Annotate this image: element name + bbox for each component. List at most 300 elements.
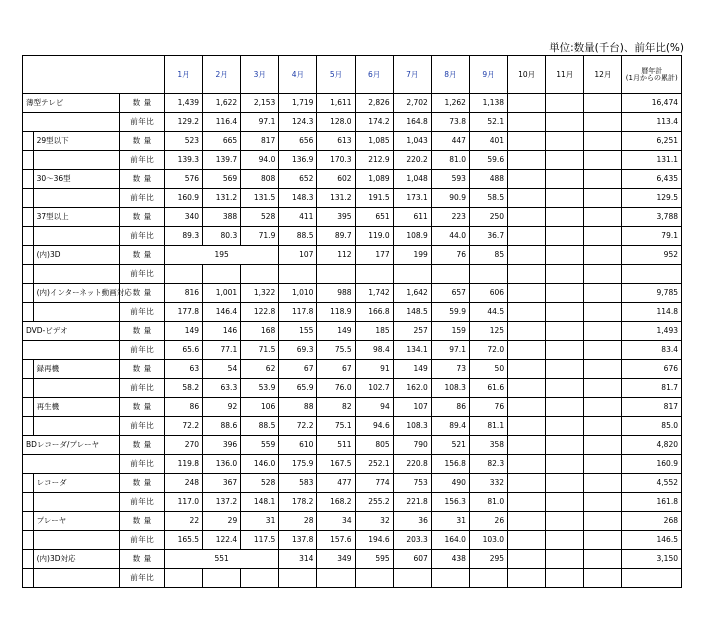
metric-quantity: 数 量 [120, 322, 165, 341]
subcategory-label-cont [33, 265, 120, 284]
indent-cell [23, 132, 34, 151]
value-cell: 753 [393, 474, 431, 493]
value-cell: 167.5 [317, 455, 355, 474]
value-cell [584, 455, 622, 474]
value-cell [546, 94, 584, 113]
value-cell: 134.1 [393, 341, 431, 360]
indent-cell [23, 303, 34, 322]
value-cell: 73 [431, 360, 469, 379]
value-cell: 119.8 [164, 455, 202, 474]
value-cell [546, 341, 584, 360]
metric-yoy: 前年比 [120, 227, 165, 246]
category-label: DVD-ビデオ [23, 322, 120, 341]
value-cell [546, 170, 584, 189]
value-cell [584, 227, 622, 246]
subcategory-label: 29型以下 [33, 132, 120, 151]
subcategory-label-cont [33, 151, 120, 170]
value-cell [203, 265, 241, 284]
value-cell: 116.4 [203, 113, 241, 132]
value-cell: 1,089 [355, 170, 393, 189]
table-row [23, 284, 682, 303]
metric-yoy: 前年比 [120, 265, 165, 284]
value-cell: 805 [355, 436, 393, 455]
metric-yoy: 前年比 [120, 455, 165, 474]
indent-cell [23, 360, 34, 379]
value-cell: 86 [164, 398, 202, 417]
value-cell: 71.5 [241, 341, 279, 360]
value-cell: 583 [279, 474, 317, 493]
value-cell [584, 132, 622, 151]
value-cell [546, 436, 584, 455]
value-cell: 569 [203, 170, 241, 189]
value-cell: 559 [241, 436, 279, 455]
table-row [23, 151, 682, 170]
value-cell [546, 493, 584, 512]
value-cell: 185 [355, 322, 393, 341]
value-cell [584, 208, 622, 227]
cumulative-cell: 129.5 [622, 189, 682, 208]
cumulative-cell: 817 [622, 398, 682, 417]
value-cell: 388 [203, 208, 241, 227]
value-cell: 73.8 [431, 113, 469, 132]
value-cell [508, 170, 546, 189]
value-cell: 221.8 [393, 493, 431, 512]
cumulative-header-title: 暦年計 [641, 66, 663, 75]
table-row [23, 436, 682, 455]
value-cell: 31 [431, 512, 469, 531]
value-cell [431, 569, 469, 588]
cumulative-cell: 1,493 [622, 322, 682, 341]
cumulative-cell: 6,435 [622, 170, 682, 189]
value-cell [508, 151, 546, 170]
value-cell: 22 [164, 512, 202, 531]
value-cell: 1,010 [279, 284, 317, 303]
value-cell: 98.4 [355, 341, 393, 360]
indent-cell [23, 170, 34, 189]
value-cell [508, 569, 546, 588]
value-cell [584, 246, 622, 265]
value-cell: 1,085 [355, 132, 393, 151]
value-cell [546, 531, 584, 550]
metric-yoy: 前年比 [120, 151, 165, 170]
value-cell: 97.1 [431, 341, 469, 360]
value-cell: 166.8 [355, 303, 393, 322]
cumulative-cell: 160.9 [622, 455, 682, 474]
value-cell: 67 [279, 360, 317, 379]
value-cell [279, 569, 317, 588]
value-cell [546, 474, 584, 493]
metric-yoy: 前年比 [120, 189, 165, 208]
value-cell: 76 [469, 398, 507, 417]
value-cell [508, 360, 546, 379]
metric-quantity: 数 量 [120, 94, 165, 113]
value-cell: 128.0 [317, 113, 355, 132]
value-cell [546, 227, 584, 246]
month-header: 7月 [393, 56, 431, 94]
value-cell: 595 [355, 550, 393, 569]
value-cell: 401 [469, 132, 507, 151]
subcategory-label-cont [33, 531, 120, 550]
subcategory-label-cont [33, 189, 120, 208]
value-cell [508, 322, 546, 341]
value-cell: 36.7 [469, 227, 507, 246]
month-header: 11月 [546, 56, 584, 94]
table-row [23, 474, 682, 493]
value-cell [546, 512, 584, 531]
value-cell: 71.9 [241, 227, 279, 246]
table-row [23, 170, 682, 189]
value-cell: 602 [317, 170, 355, 189]
value-cell: 490 [431, 474, 469, 493]
subcategory-label: 37型以上 [33, 208, 120, 227]
value-cell: 146.4 [203, 303, 241, 322]
month-header: 3月 [241, 56, 279, 94]
value-cell: 175.9 [279, 455, 317, 474]
value-cell [508, 189, 546, 208]
cumulative-cell: 131.1 [622, 151, 682, 170]
value-cell: 149 [393, 360, 431, 379]
value-cell [546, 379, 584, 398]
value-cell: 137.2 [203, 493, 241, 512]
value-cell: 62 [241, 360, 279, 379]
indent-cell [23, 569, 34, 588]
cumulative-cell: 3,788 [622, 208, 682, 227]
value-cell: 438 [431, 550, 469, 569]
value-cell: 29 [203, 512, 241, 531]
category-label-cont [23, 341, 120, 360]
value-cell [508, 208, 546, 227]
value-cell: 168.2 [317, 493, 355, 512]
value-cell: 808 [241, 170, 279, 189]
value-cell: 107 [279, 246, 317, 265]
subcategory-label: (内)3D [33, 246, 120, 265]
value-cell [317, 265, 355, 284]
value-cell: 2,826 [355, 94, 393, 113]
value-cell: 611 [393, 208, 431, 227]
value-cell [546, 189, 584, 208]
value-cell: 1,622 [203, 94, 241, 113]
value-cell: 156.8 [431, 455, 469, 474]
value-cell [584, 493, 622, 512]
value-cell [164, 265, 202, 284]
value-cell [241, 569, 279, 588]
cumulative-cell: 4,820 [622, 436, 682, 455]
value-cell: 94.6 [355, 417, 393, 436]
value-cell: 50 [469, 360, 507, 379]
table-row [23, 208, 682, 227]
value-cell [584, 189, 622, 208]
table-row [23, 379, 682, 398]
value-cell: 58.2 [164, 379, 202, 398]
value-cell: 576 [164, 170, 202, 189]
indent-cell [23, 284, 34, 303]
value-cell: 1,719 [279, 94, 317, 113]
indent-cell [23, 550, 34, 569]
value-cell: 89.7 [317, 227, 355, 246]
value-cell [508, 265, 546, 284]
value-cell [584, 265, 622, 284]
value-cell: 92 [203, 398, 241, 417]
value-cell: 139.7 [203, 151, 241, 170]
cumulative-cell: 952 [622, 246, 682, 265]
value-cell: 76 [431, 246, 469, 265]
value-cell: 1,439 [164, 94, 202, 113]
metric-yoy: 前年比 [120, 417, 165, 436]
value-cell [584, 512, 622, 531]
shipment-report-table [22, 55, 682, 588]
value-cell: 88.6 [203, 417, 241, 436]
subcategory-label: (内)3D対応 [33, 550, 120, 569]
cumulative-cell: 81.7 [622, 379, 682, 398]
metric-quantity: 数 量 [120, 550, 165, 569]
value-cell [508, 246, 546, 265]
value-cell: 136.0 [203, 455, 241, 474]
value-cell: 521 [431, 436, 469, 455]
category-label: 薄型テレビ [23, 94, 120, 113]
metric-quantity: 数 量 [120, 246, 165, 265]
metric-yoy: 前年比 [120, 531, 165, 550]
value-cell: 156.3 [431, 493, 469, 512]
subcategory-label-cont [33, 493, 120, 512]
value-cell: 248 [164, 474, 202, 493]
value-cell: 250 [469, 208, 507, 227]
value-cell: 106 [241, 398, 279, 417]
value-cell [508, 493, 546, 512]
value-cell: 122.8 [241, 303, 279, 322]
value-cell: 170.3 [317, 151, 355, 170]
value-cell: 252.1 [355, 455, 393, 474]
value-cell: 125 [469, 322, 507, 341]
indent-cell [23, 474, 34, 493]
value-cell [584, 113, 622, 132]
value-cell [317, 569, 355, 588]
subcategory-label-cont [33, 569, 120, 588]
value-cell: 72.2 [279, 417, 317, 436]
table-row [23, 550, 682, 569]
value-cell: 67 [317, 360, 355, 379]
value-cell: 122.4 [203, 531, 241, 550]
table-row [23, 227, 682, 246]
value-cell [546, 132, 584, 151]
value-cell [584, 303, 622, 322]
value-cell: 177.8 [164, 303, 202, 322]
value-cell [584, 436, 622, 455]
value-cell [355, 265, 393, 284]
table-row [23, 398, 682, 417]
value-cell [508, 550, 546, 569]
indent-cell [23, 493, 34, 512]
subcategory-label-cont [33, 303, 120, 322]
value-cell: 137.8 [279, 531, 317, 550]
cumulative-cell: 676 [622, 360, 682, 379]
value-cell: 146.0 [241, 455, 279, 474]
value-cell: 86 [431, 398, 469, 417]
metric-quantity: 数 量 [120, 512, 165, 531]
indent-cell [23, 227, 34, 246]
value-cell: 194.6 [355, 531, 393, 550]
value-cell [164, 569, 202, 588]
value-cell: 164.8 [393, 113, 431, 132]
value-cell: 85 [469, 246, 507, 265]
value-cell: 59.6 [469, 151, 507, 170]
value-cell [584, 569, 622, 588]
unit-note: 単位:数量(千台)、前年比(%) [549, 42, 684, 54]
value-cell: 59.9 [431, 303, 469, 322]
value-cell: 112 [317, 246, 355, 265]
table-row [23, 455, 682, 474]
cumulative-cell: 146.5 [622, 531, 682, 550]
indent-cell [23, 189, 34, 208]
cumulative-cell: 83.4 [622, 341, 682, 360]
value-cell: 523 [164, 132, 202, 151]
table-row [23, 113, 682, 132]
value-cell: 610 [279, 436, 317, 455]
subcategory-label: プレーヤ [33, 512, 120, 531]
subcategory-label: レコーダ [33, 474, 120, 493]
value-cell [508, 474, 546, 493]
value-cell: 1,611 [317, 94, 355, 113]
value-cell: 54 [203, 360, 241, 379]
value-cell [584, 341, 622, 360]
value-cell: 75.1 [317, 417, 355, 436]
table-row [23, 132, 682, 151]
value-cell: 270 [164, 436, 202, 455]
metric-yoy: 前年比 [120, 113, 165, 132]
value-cell: 108.3 [431, 379, 469, 398]
value-cell [584, 322, 622, 341]
table-row [23, 569, 682, 588]
indent-cell [23, 417, 34, 436]
indent-cell [23, 151, 34, 170]
value-cell: 157.6 [317, 531, 355, 550]
value-cell [584, 398, 622, 417]
value-cell: 165.5 [164, 531, 202, 550]
table-row [23, 322, 682, 341]
value-cell: 89.4 [431, 417, 469, 436]
value-cell: 131.2 [317, 189, 355, 208]
cumulative-cell: 3,150 [622, 550, 682, 569]
value-cell [546, 303, 584, 322]
value-cell: 28 [279, 512, 317, 531]
metric-yoy: 前年比 [120, 341, 165, 360]
value-cell [508, 94, 546, 113]
table-row [23, 341, 682, 360]
value-cell: 31 [241, 512, 279, 531]
value-cell: 82 [317, 398, 355, 417]
value-cell [584, 417, 622, 436]
table-row [23, 512, 682, 531]
month-header: 9月 [469, 56, 507, 94]
value-cell: 117.0 [164, 493, 202, 512]
month-header: 8月 [431, 56, 469, 94]
category-label-cont [23, 455, 120, 474]
indent-cell [23, 208, 34, 227]
value-cell: 94 [355, 398, 393, 417]
value-cell: 63.3 [203, 379, 241, 398]
value-cell: 528 [241, 208, 279, 227]
value-cell: 58.5 [469, 189, 507, 208]
month-header: 2月 [203, 56, 241, 94]
value-cell: 160.9 [164, 189, 202, 208]
value-cell: 149 [164, 322, 202, 341]
subcategory-label: 30～36型 [33, 170, 120, 189]
value-cell: 89.3 [164, 227, 202, 246]
value-cell: 203.3 [393, 531, 431, 550]
value-cell: 88 [279, 398, 317, 417]
metric-quantity: 数 量 [120, 170, 165, 189]
value-cell: 220.8 [393, 455, 431, 474]
value-cell: 63 [164, 360, 202, 379]
value-cell: 159 [431, 322, 469, 341]
value-cell: 665 [203, 132, 241, 151]
value-cell: 651 [355, 208, 393, 227]
cumulative-cell: 268 [622, 512, 682, 531]
header-row [23, 56, 682, 94]
metric-quantity: 数 量 [120, 360, 165, 379]
value-cell: 124.3 [279, 113, 317, 132]
value-cell: 988 [317, 284, 355, 303]
metric-quantity: 数 量 [120, 208, 165, 227]
value-cell: 97.1 [241, 113, 279, 132]
value-cell: 108.3 [393, 417, 431, 436]
value-cell: 119.0 [355, 227, 393, 246]
value-cell: 223 [431, 208, 469, 227]
value-cell [508, 227, 546, 246]
month-header: 1月 [164, 56, 202, 94]
value-cell [584, 474, 622, 493]
value-cell [584, 379, 622, 398]
value-cell [279, 265, 317, 284]
value-cell: 2,153 [241, 94, 279, 113]
value-cell: 1,048 [393, 170, 431, 189]
value-cell: 1,138 [469, 94, 507, 113]
indent-cell [23, 531, 34, 550]
value-cell [546, 550, 584, 569]
value-cell: 80.3 [203, 227, 241, 246]
value-cell: 94.0 [241, 151, 279, 170]
month-header: 12月 [584, 56, 622, 94]
value-cell: 75.5 [317, 341, 355, 360]
merged-q1-value: 195 [164, 246, 278, 265]
value-cell [546, 398, 584, 417]
value-cell: 174.2 [355, 113, 393, 132]
value-cell [546, 455, 584, 474]
value-cell: 212.9 [355, 151, 393, 170]
value-cell: 1,043 [393, 132, 431, 151]
value-cell: 131.5 [241, 189, 279, 208]
table-row [23, 265, 682, 284]
value-cell: 81.0 [431, 151, 469, 170]
value-cell [546, 113, 584, 132]
merged-q1-value: 551 [164, 550, 278, 569]
metric-quantity: 数 量 [120, 436, 165, 455]
value-cell: 477 [317, 474, 355, 493]
value-cell: 173.1 [393, 189, 431, 208]
table-row [23, 246, 682, 265]
value-cell: 26 [469, 512, 507, 531]
value-cell: 44.0 [431, 227, 469, 246]
value-cell: 149 [317, 322, 355, 341]
cumulative-cell: 16,474 [622, 94, 682, 113]
value-cell: 72.0 [469, 341, 507, 360]
value-cell [546, 151, 584, 170]
value-cell [546, 417, 584, 436]
cumulative-cell: 113.4 [622, 113, 682, 132]
value-cell [508, 436, 546, 455]
value-cell: 511 [317, 436, 355, 455]
value-cell: 528 [241, 474, 279, 493]
value-cell: 81.1 [469, 417, 507, 436]
